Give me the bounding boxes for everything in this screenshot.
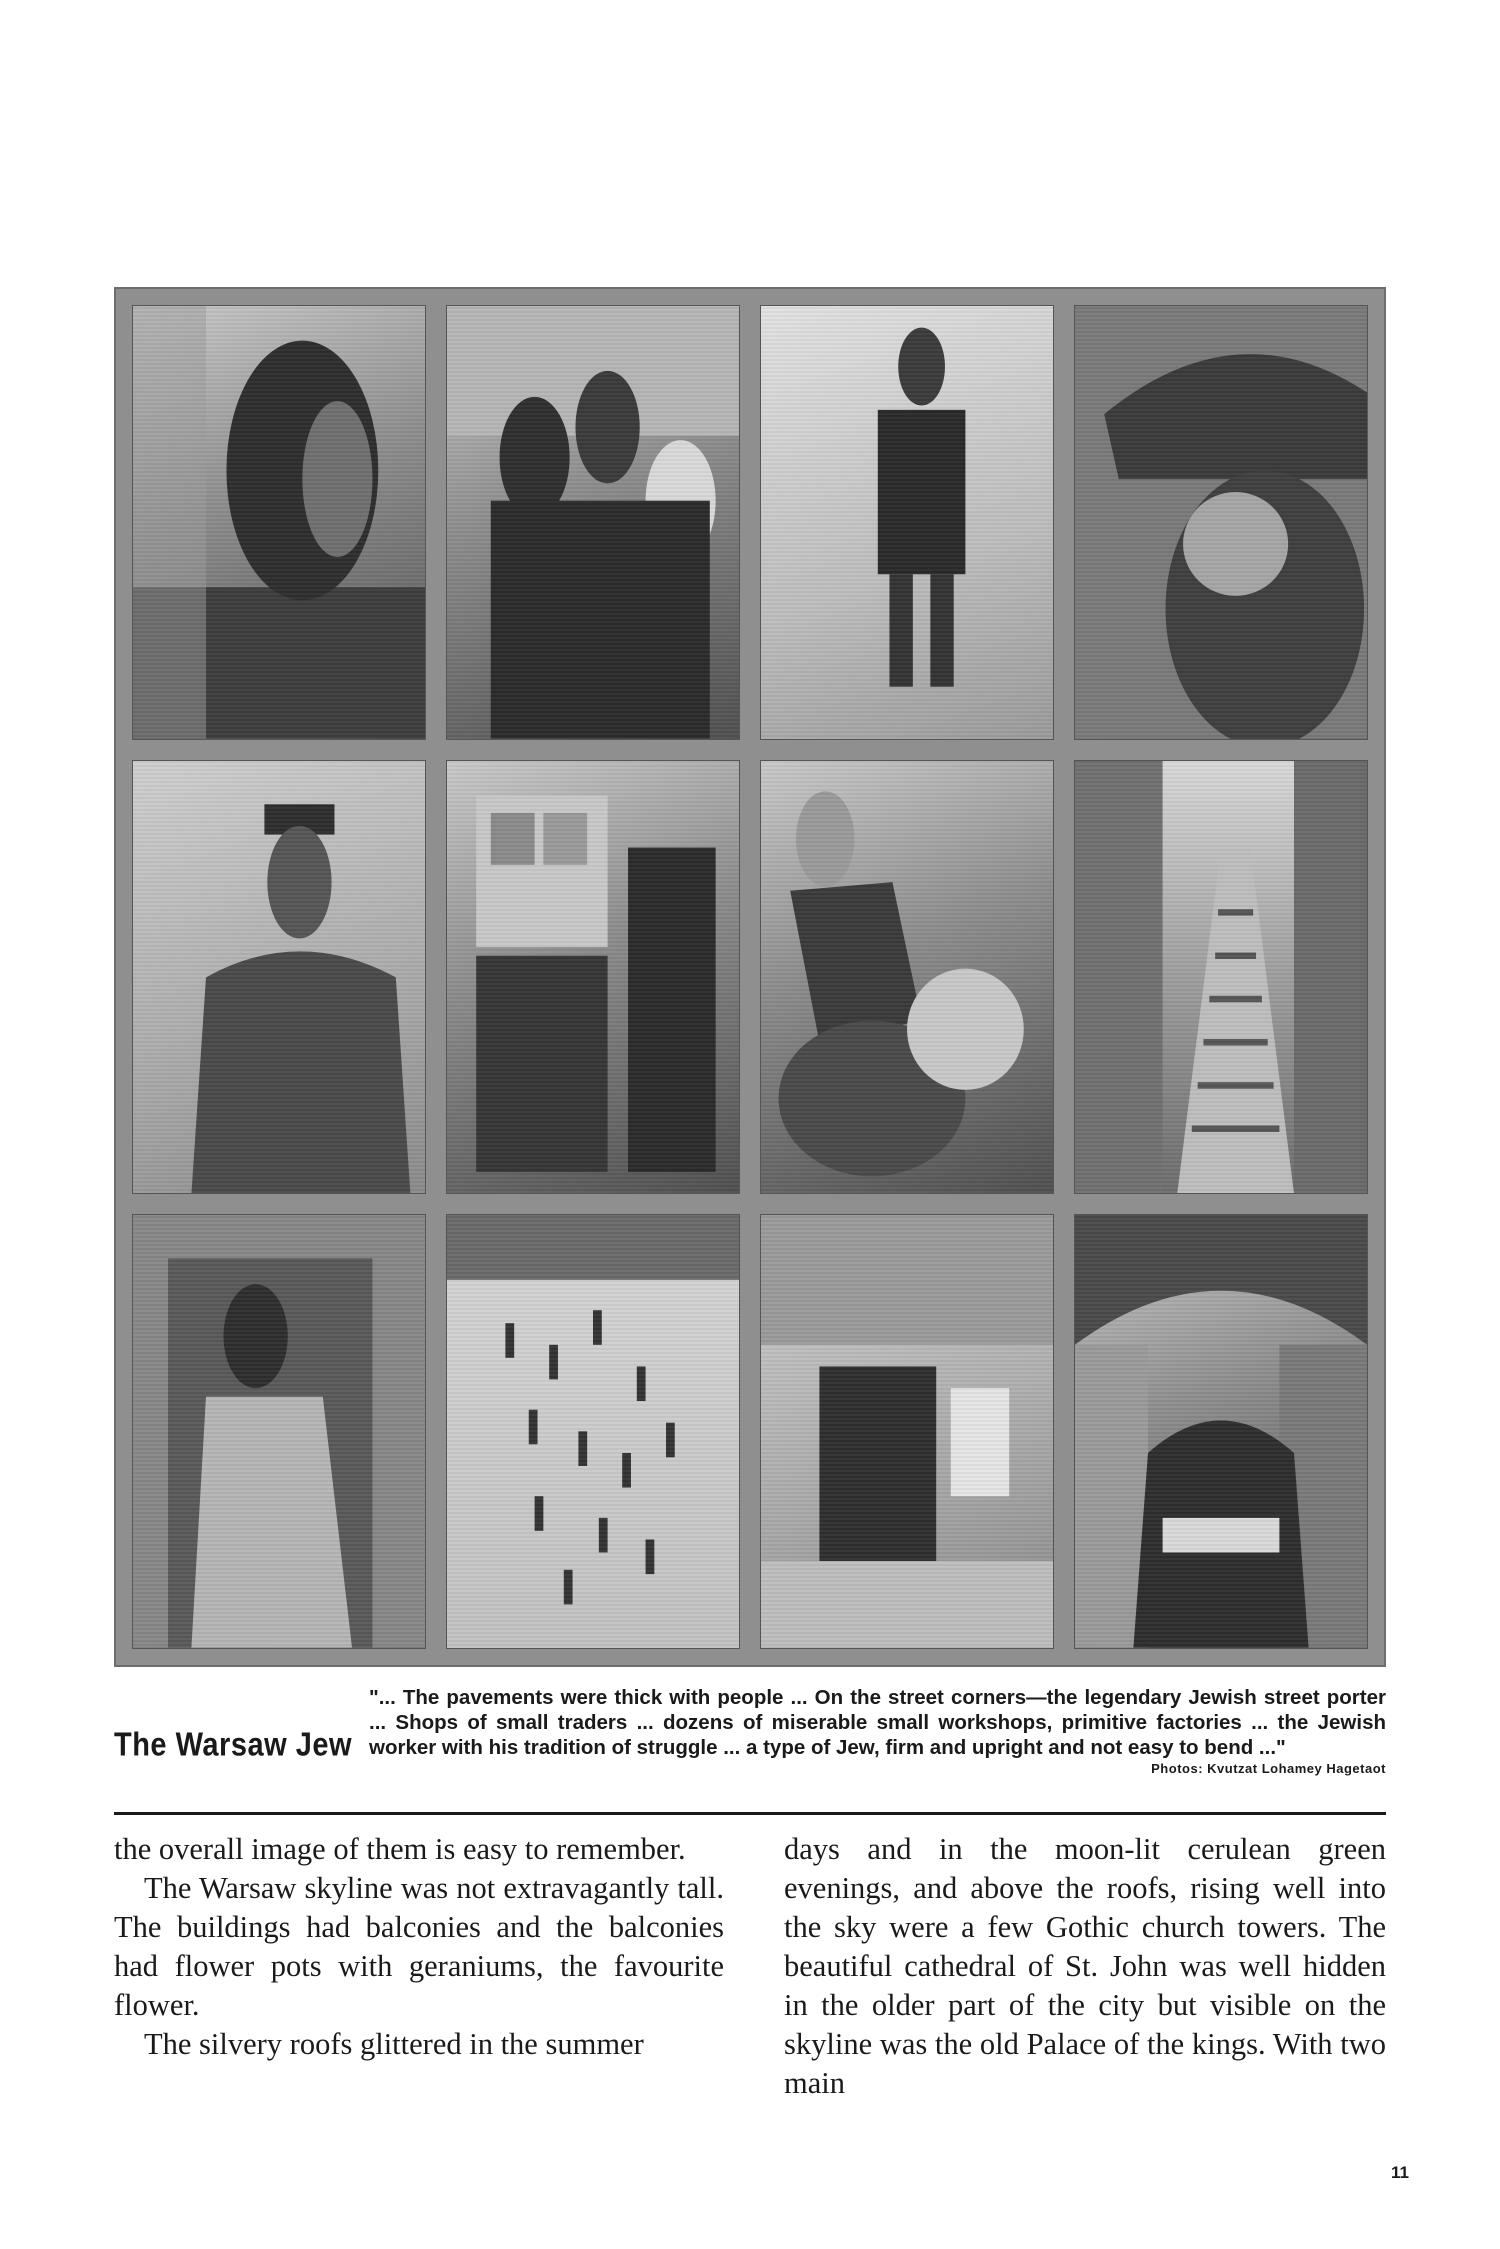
photo-man-under-archway <box>1074 1214 1368 1649</box>
body-column-right <box>784 1830 1386 2103</box>
photo-man-in-cap-seated <box>132 760 426 1195</box>
paragraph: The silvery roofs glittered in the summer <box>144 2027 644 2061</box>
photo-caption-block <box>114 1685 1386 1805</box>
paragraph: The Warsaw skyline was not extravagantly tall. The buildings had balconies and the balconies had flower pots with geraniums, the favourite flower. <box>114 1871 724 2022</box>
photo-shop-front <box>760 1214 1054 1649</box>
paragraph: days and in the moon-lit cerulean green evenings, and above the roofs, rising well into the sky were a few Gothic church towers. The beautiful cathedral of St. John was well hidden in the older part of the city but visible on the skyline was the old Palace of the kings. With two main <box>784 1832 1386 2100</box>
photo-street-stairway <box>1074 760 1368 1195</box>
page-number: 11 <box>1391 2163 1409 2182</box>
photo-credit: Photos: Kvutzat Lohamey Hagetaot <box>1151 1761 1386 1776</box>
body-column-left <box>114 1830 724 2064</box>
caption-title: The Warsaw Jew <box>114 1726 353 1764</box>
photo-man-in-doorway <box>132 1214 426 1649</box>
photo-porter-profile <box>132 305 426 740</box>
caption-divider <box>114 1812 1386 1815</box>
photo-collage <box>114 287 1386 1667</box>
photo-bearded-man-cap <box>1074 305 1368 740</box>
photo-crowded-street <box>446 1214 740 1649</box>
caption-text: "... The pavements were thick with people ... On the street corners—the legendary Jewish street porter ... Shops of small traders ... dozens of miserable small workshops, primitive factories ... the Jewish worker with his tradition of struggle ... a type of Jew, firm and upright and not easy to bend ..." <box>369 1686 1386 1759</box>
photo-boy-running <box>760 305 1054 740</box>
paragraph: the overall image of them is easy to remember. <box>114 1832 686 1866</box>
photo-woman-with-vegetables <box>760 760 1054 1195</box>
photo-newspaper-kiosk <box>446 760 740 1195</box>
photo-men-seated-group <box>446 305 740 740</box>
